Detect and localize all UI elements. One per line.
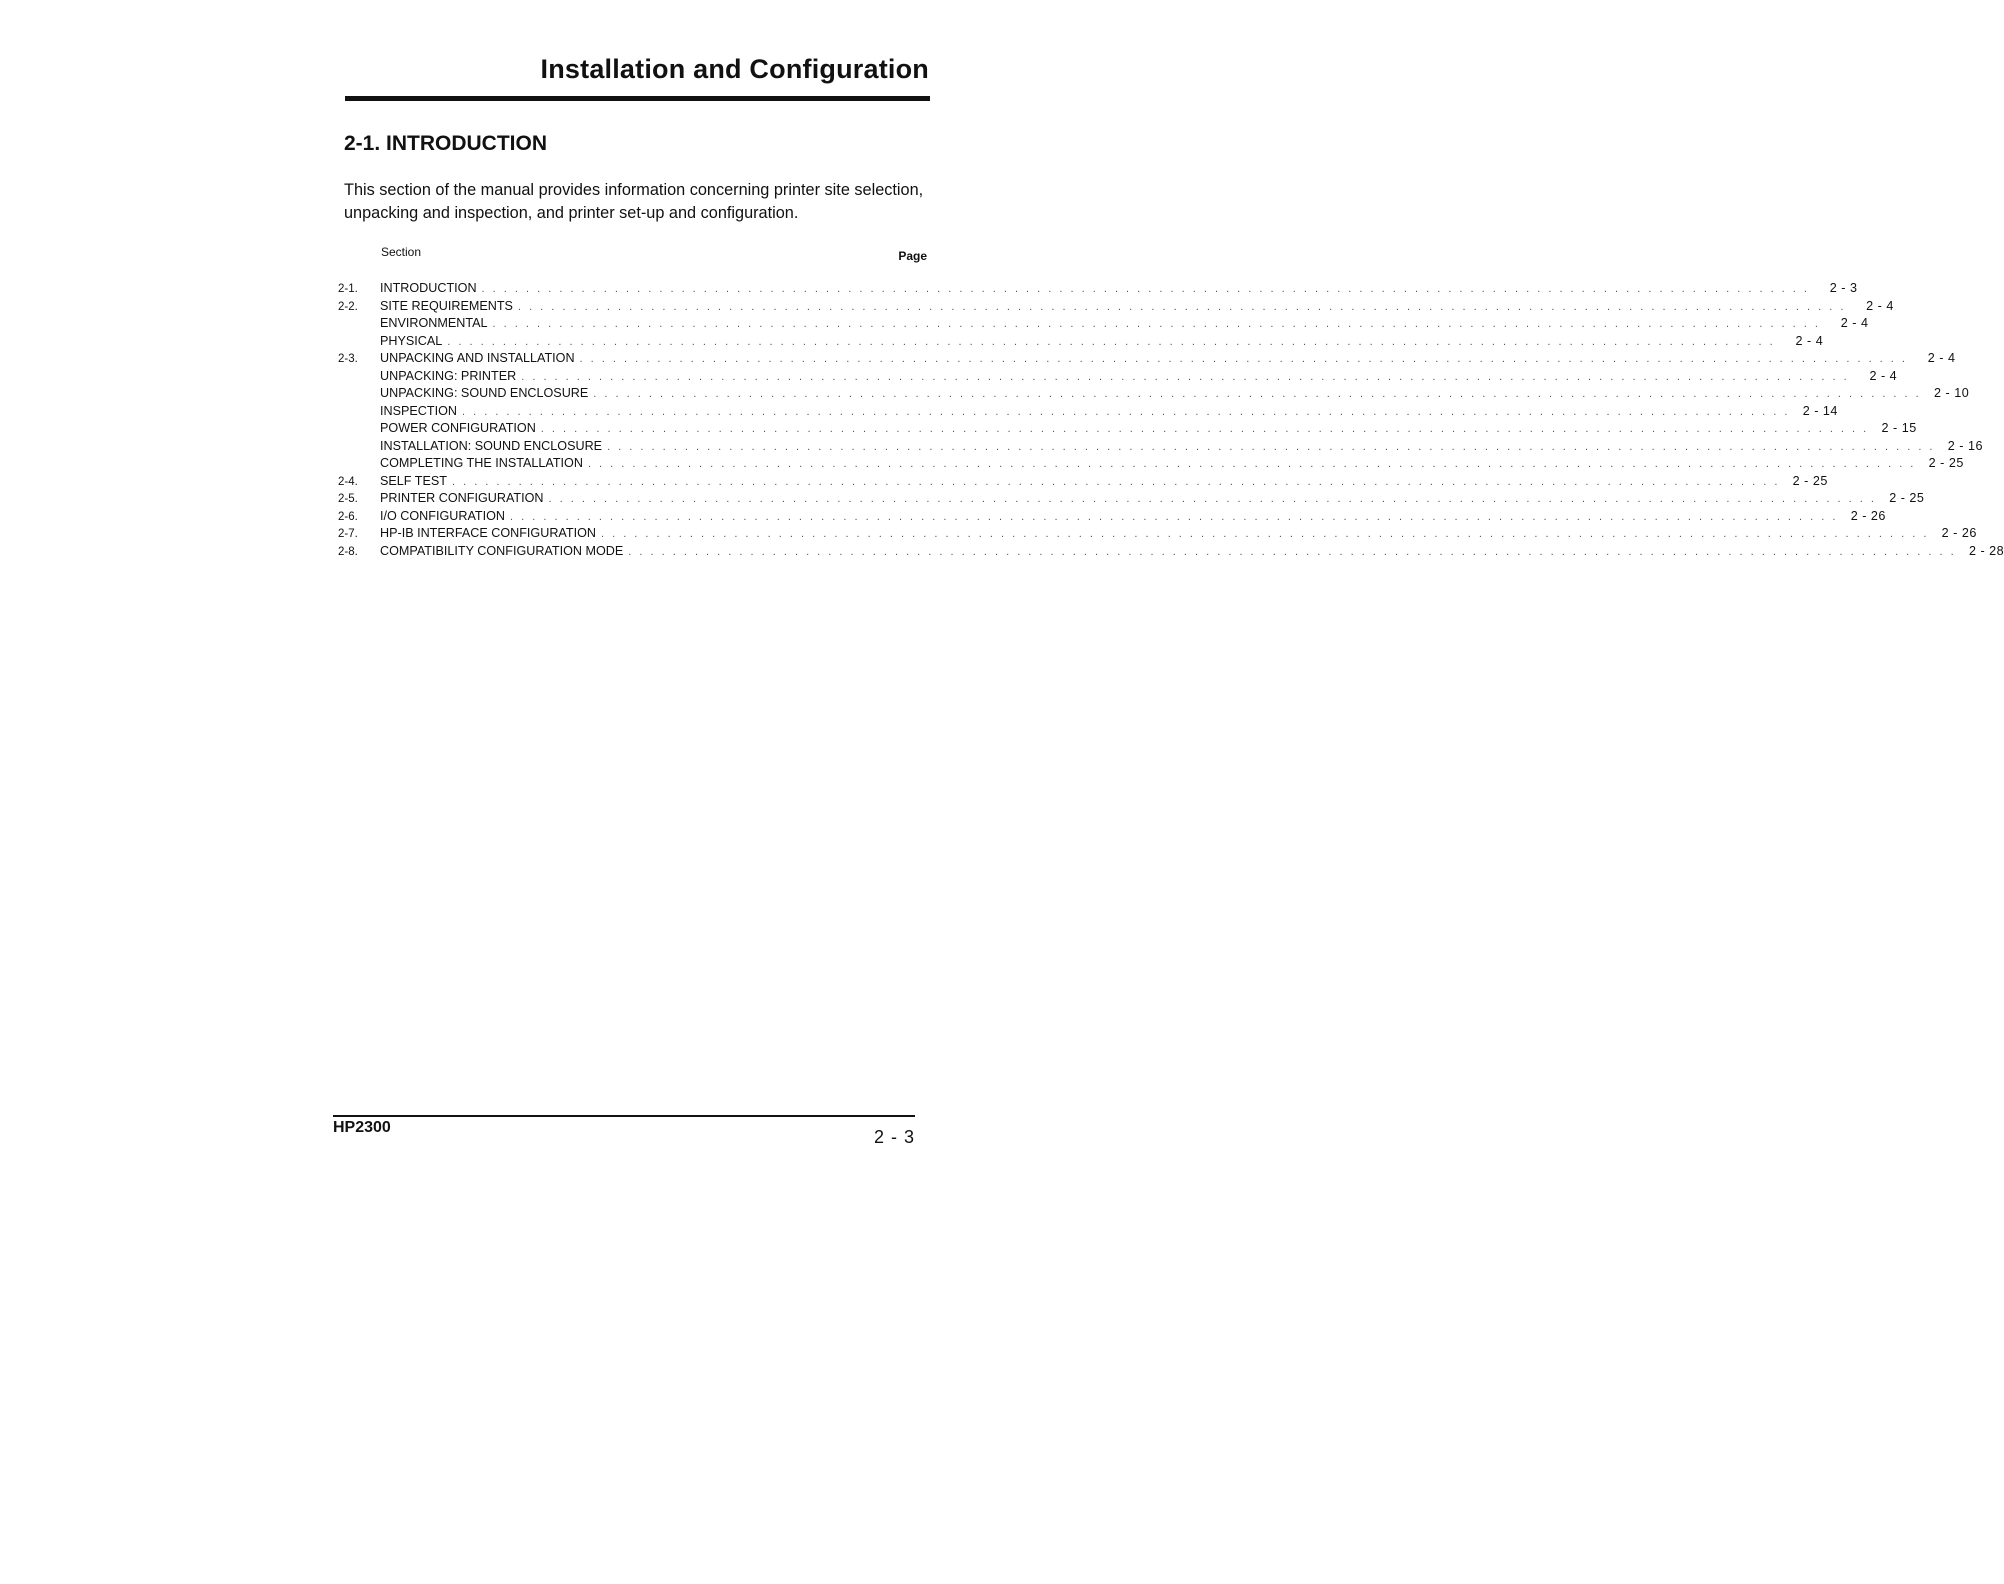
toc-entry-label: POWER CONFIGURATION (380, 421, 536, 435)
toc-entry (338, 421, 1917, 439)
toc-dot-leader: . . . . . . . . . . . . . . . . . . . . . . . . . . . . . . . . . . . . . . . . . . . . . . . . . . . . . . . . . . . . . . . . . . . . . . . . . . . . . . . . . . . . . . . . . . . . . . . . . . . . . . . . . . . . . . . . . . . . . . . . (517, 300, 1846, 313)
toc-entry-number: 2-8. (338, 545, 358, 558)
toc-entry-label: I/O CONFIGURATION (380, 508, 506, 523)
toc-dot-leader: . . . . . . . . . . . . . . . . . . . . . . . . . . . . . . . . . . . . . . . . . . . . . . . . . . . . . . . . . . . . . . . . . . . . . . . . . . . . . . . . . . . . . . . . . . . . . . . . . . . . . . . . . . . . . . . . . . . . . . . . (461, 405, 1790, 418)
toc-entry-number: 2-7. (338, 528, 358, 540)
toc-entry-label: COMPLETING THE INSTALLATION (380, 456, 583, 470)
toc-entry (338, 386, 1970, 404)
toc-entry-page: 2 - 25 (1889, 491, 1925, 505)
toc-entry-label: INSPECTION (380, 403, 457, 418)
toc-entry (338, 508, 1886, 527)
toc-entry-number: 2-6. (338, 510, 358, 523)
toc-entry-page: 2 - 14 (1802, 403, 1838, 418)
toc-entry-label: INSTALLATION: SOUND ENCLOSURE (380, 438, 603, 453)
toc-entry-page: 2 - 25 (1792, 473, 1828, 488)
footer-page-number: 2 - 3 (873, 1127, 915, 1147)
footer-model: HP2300 (333, 1119, 391, 1136)
toc-dot-leader: . . . . . . . . . . . . . . . . . . . . . . . . . . . . . . . . . . . . . . . . . . . . . . . . . . . . . . . . . . . . . . . . . . . . . . . . . . . . . . . . . . . . . . . . . . . . . . . . . . . . . . . . . . . . . . . . . . . . . . . . (447, 335, 1776, 348)
toc-entry-label: UNPACKING: PRINTER (380, 368, 517, 383)
toc-entry (338, 368, 1898, 387)
toc-dot-leader: . . . . . . . . . . . . . . . . . . . . . . . . . . . . . . . . . . . . . . . . . . . . . . . . . . . . . . . . . . . . . . . . . . . . . . . . . . . . . . . . . . . . . . . . . . . . . . . . . . . . . . . . . . . . . . . . . . . . . . . . (600, 528, 1929, 540)
header-rule (345, 96, 930, 101)
toc-entry-label: SELF TEST (380, 473, 447, 488)
toc-entry-label: SITE REQUIREMENTS (380, 298, 513, 313)
toc-entry (338, 281, 1858, 299)
toc-entry (338, 456, 1964, 474)
footer-rule (333, 1115, 915, 1117)
toc-entry-number: 2-4. (338, 475, 358, 488)
toc-entry-number: 2-1. (338, 283, 358, 295)
toc-entry-page: 2 - 25 (1928, 456, 1964, 470)
toc-entry (338, 491, 1925, 509)
toc-entry (338, 351, 1956, 369)
toc-entry-page: 2 - 16 (1947, 438, 1983, 453)
toc-entry-page: 2 - 28 (1968, 543, 2004, 558)
toc-column-header-page: Page (898, 249, 927, 263)
toc-entry-number: 2-3. (338, 353, 358, 365)
toc-entry-page: 2 - 26 (1941, 526, 1977, 540)
toc-entry-page: 2 - 10 (1934, 386, 1970, 400)
toc-column-header-section: Section (381, 245, 422, 259)
toc-entry-page: 2 - 15 (1881, 421, 1917, 435)
toc-dot-leader: . . . . . . . . . . . . . . . . . . . . . . . . . . . . . . . . . . . . . . . . . . . . . . . . . . . . . . . . . . . . . . . . . . . . . . . . . . . . . . . . . . . . . . . . . . . . . . . . . . . . . . . . . . . . . . . . . . . . . . . . (548, 493, 1877, 505)
toc-dot-leader: . . . . . . . . . . . . . . . . . . . . . . . . . . . . . . . . . . . . . . . . . . . . . . . . . . . . . . . . . . . . . . . . . . . . . . . . . . . . . . . . . . . . . . . . . . . . . . . . . . . . . . . . . . . . . . . . . . . . . . . . (593, 388, 1922, 400)
toc-entry-number: 2-2. (338, 300, 358, 313)
toc-entry-label: UNPACKING: SOUND ENCLOSURE (380, 386, 589, 400)
toc-dot-leader: . . . . . . . . . . . . . . . . . . . . . . . . . . . . . . . . . . . . . . . . . . . . . . . . . . . . . . . . . . . . . . . . . . . . . . . . . . . . . . . . . . . . . . . . . . . . . . . . . . . . . . . . . . . . . . . . . . . . . . . . (607, 440, 1935, 453)
toc-entry (338, 316, 1869, 334)
toc-entry-label: UNPACKING AND INSTALLATION (380, 351, 575, 365)
toc-dot-leader: . . . . . . . . . . . . . . . . . . . . . . . . . . . . . . . . . . . . . . . . . . . . . . . . . . . . . . . . . . . . . . . . . . . . . . . . . . . . . . . . . . . . . . . . . . . . . . . . . . . . . . . . . . . . . . . . . . . . . . . . (492, 318, 1821, 330)
toc-entry-page: 2 - 4 (1866, 298, 1894, 313)
toc-entry (338, 403, 1838, 422)
toc-entry-page: 2 - 4 (1869, 368, 1898, 383)
toc-entry-page: 2 - 4 (1927, 351, 1956, 365)
toc-entry-label: PHYSICAL (380, 333, 443, 348)
toc-dot-leader: . . . . . . . . . . . . . . . . . . . . . . . . . . . . . . . . . . . . . . . . . . . . . . . . . . . . . . . . . . . . . . . . . . . . . . . . . . . . . . . . . . . . . . . . . . . . . . . . . . . . . . . . . . . . . . . . . . . . . . . . (481, 283, 1810, 295)
toc-dot-leader: . . . . . . . . . . . . . . . . . . . . . . . . . . . . . . . . . . . . . . . . . . . . . . . . . . . . . . . . . . . . . . . . . . . . . . . . . . . . . . . . . . . . . . . . . . . . . . . . . . . . . . . . . . . . . . . . . . . . . . . . (540, 423, 1869, 435)
section-heading: 2-1. INTRODUCTION (344, 132, 548, 155)
intro-paragraph: This section of the manual provides information concerning printer site selection, unpacking and inspection, and printer set-up and configuration. (344, 181, 924, 222)
toc-entry (338, 298, 1894, 317)
toc-entry (338, 333, 1824, 352)
toc-entry-number: 2-5. (338, 493, 358, 505)
toc-entry-label: PRINTER CONFIGURATION (380, 491, 544, 505)
toc-dot-leader: . . . . . . . . . . . . . . . . . . . . . . . . . . . . . . . . . . . . . . . . . . . . . . . . . . . . . . . . . . . . . . . . . . . . . . . . . . . . . . . . . . . . . . . . . . . . . . . . . . . . . . . . . . . . . . . . . . . . . . . . (587, 458, 1916, 470)
toc-entry (338, 543, 2004, 562)
toc-entry (338, 473, 1828, 492)
toc-entry-label: HP-IB INTERFACE CONFIGURATION (380, 526, 596, 540)
toc-dot-leader: . . . . . . . . . . . . . . . . . . . . . . . . . . . . . . . . . . . . . . . . . . . . . . . . . . . . . . . . . . . . . . . . . . . . . . . . . . . . . . . . . . . . . . . . . . . . . . . . . . . . . . . . . . . . . . . . . . . . . . . . (451, 475, 1780, 488)
toc-entry-page: 2 - 26 (1850, 508, 1886, 523)
toc-dot-leader: . . . . . . . . . . . . . . . . . . . . . . . . . . . . . . . . . . . . . . . . . . . . . . . . . . . . . . . . . . . . . . . . . . . . . . . . . . . . . . . . . . . . . . . . . . . . . . . . . . . . . . . . . . . . . . . . . . . . . . . . (510, 510, 1838, 523)
toc-entry-label: ENVIRONMENTAL (380, 316, 488, 330)
toc-dot-leader: . . . . . . . . . . . . . . . . . . . . . . . . . . . . . . . . . . . . . . . . . . . . . . . . . . . . . . . . . . . . . . . . . . . . . . . . . . . . . . . . . . . . . . . . . . . . . . . . . . . . . . . . . . . . . . . . . . . . . . . . (579, 353, 1908, 365)
toc-entry (338, 438, 1983, 457)
toc-entry-label: INTRODUCTION (380, 281, 477, 295)
toc-dot-leader: . . . . . . . . . . . . . . . . . . . . . . . . . . . . . . . . . . . . . . . . . . . . . . . . . . . . . . . . . . . . . . . . . . . . . . . . . . . . . . . . . . . . . . . . . . . . . . . . . . . . . . . . . . . . . . . . . . . . . . . . (521, 370, 1850, 383)
table-of-contents (338, 281, 2004, 561)
toc-entry (338, 526, 1977, 544)
page-header-title: Installation and Configuration (540, 54, 929, 84)
toc-entry-page: 2 - 3 (1829, 281, 1858, 295)
toc-entry-page: 2 - 4 (1840, 316, 1869, 330)
toc-dot-leader: . . . . . . . . . . . . . . . . . . . . . . . . . . . . . . . . . . . . . . . . . . . . . . . . . . . . . . . . . . . . . . . . . . . . . . . . . . . . . . . . . . . . . . . . . . . . . . . . . . . . . . . . . . . . . . . . . . . . . . . . (628, 545, 1957, 558)
toc-entry-label: COMPATIBILITY CONFIGURATION MODE (380, 543, 624, 558)
toc-entry-page: 2 - 4 (1795, 333, 1824, 348)
